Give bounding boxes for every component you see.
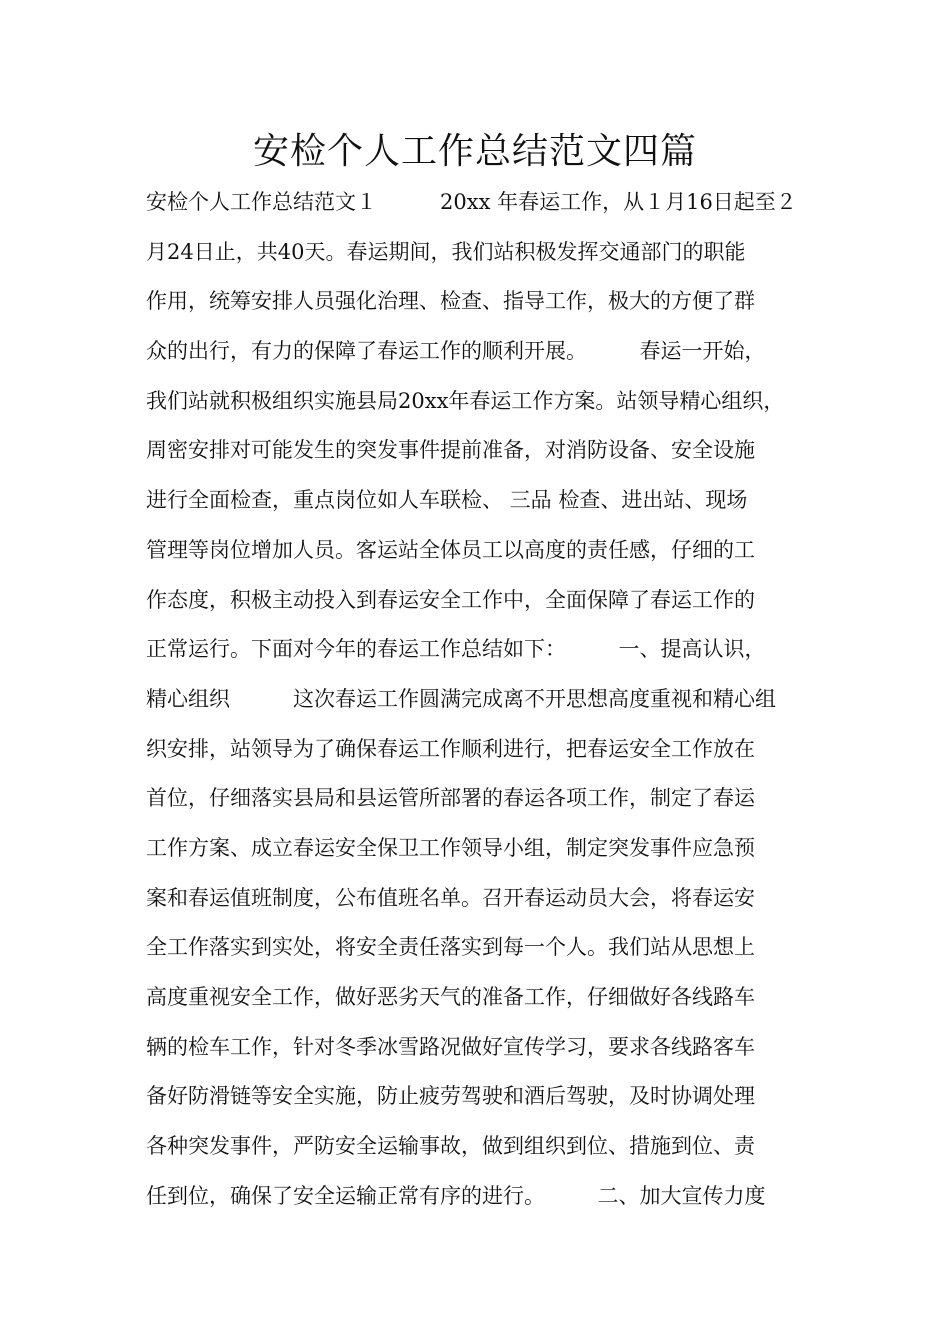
body-line: 高度重视安全工作，做好恶劣天气的准备工作，仔细做好各线路车: [146, 985, 755, 1009]
body-line: 案和春运值班制度，公布值班名单。召开春运动员大会，将春运安: [146, 885, 755, 910]
body-line: 首位，仔细落实县局和县运管所部署的春运各项工作，制定了春运: [146, 786, 755, 811]
body-line: 织安排，站领导为了确保春运工作顺利进行，把春运安全工作放在: [146, 736, 755, 761]
document-body: [146, 184, 826, 1227]
body-line: 全工作落实到实处，将安全责任落实到每一个人。我们站从思想上: [146, 935, 755, 960]
body-line: 任到位，确保了安全运输正常有序的进行。 二、加大宣传力度: [146, 1183, 766, 1208]
body-line: 工作方案、成立春运安全保卫工作领导小组，制定突发事件应急预: [146, 835, 755, 860]
body-line: 正常运行。下面对今年的春运工作总结如下： 一、提高认识，: [146, 637, 766, 662]
document-title: 安检个人工作总结范文四篇: [252, 131, 697, 172]
body-line: 精心组织 这次春运工作圆满完成离不开思想高度重视和精心组: [146, 686, 776, 711]
body-line: 月24日止，共40天。春运期间，我们站积极发挥交通部门的职能: [146, 239, 746, 264]
body-line: 管理等岗位增加人员。客运站全体员工以高度的责任感，仔细的工: [146, 537, 755, 562]
body-line: 我们站就积极组织实施县局20xx年春运工作方案。站领导精心组织，: [146, 388, 785, 413]
body-line: 安检个人工作总结范文１ 20xx 年春运工作，从１月16日起至２: [146, 190, 797, 214]
body-line: 辆的检车工作，针对冬季冰雪路况做好宣传学习，要求各线路客车: [146, 1034, 755, 1059]
body-line: 作用，统筹安排人员强化治理、检查、指导工作，极大的方便了群: [146, 289, 755, 314]
body-line: 作态度，积极主动投入到春运安全工作中，全面保障了春运工作的: [146, 587, 755, 612]
body-line: 各种突发事件，严防安全运输事故，做到组织到位、措施到位、责: [146, 1134, 755, 1159]
body-line: 周密安排对可能发生的突发事件提前准备，对消防设备、安全设施: [146, 438, 755, 463]
body-line: 进行全面检查，重点岗位如人车联检、 三品 检查、进出站、现场: [146, 488, 748, 513]
body-line: 备好防滑链等安全实施，防止疲劳驾驶和酒后驾驶，及时协调处理: [146, 1084, 755, 1109]
body-line: 众的出行，有力的保障了春运工作的顺利开展。 春运一开始，: [146, 339, 766, 364]
